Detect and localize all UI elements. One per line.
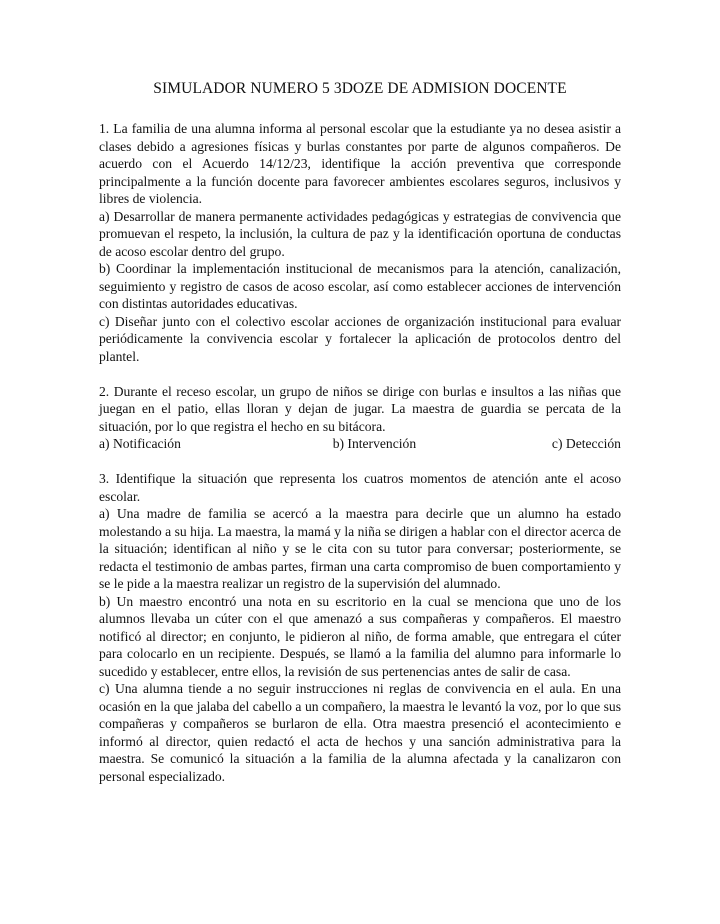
question-1-option-a: a) Desarrollar de manera permanente actividades pedagógicas y estrategias de convivencia que promuevan el respeto, la inclusión, la cultura de paz y la identificación oportuna de conductas de acoso escolar dentro del grupo. [99,208,621,259]
question-3-option-c: c) Una alumna tiende a no seguir instrucciones ni reglas de convivencia en el aula. En una ocasión en la que jalaba del cabello a un compañero, la maestra le levantó la voz, por lo que sus compañeras y compañeros se burlaron de ella. Otra maestra presenció el acontecimiento e informó al director, quien redactó el acta de hechos y una sanción administrativa para la maestra. Se comunicó la situación a la familia de la alumna afectada y la canalizaron con personal especializado. [99,681,621,784]
question-3-option-a: a) Una madre de familia se acercó a la maestra para decirle que un alumno ha estado molestando a su hija. La maestra, la mamá y la niña se dirigen a hablar con el director acerca de la situación; identifican al niño y se le cita con su tutor para conversar; posteriormente, se redacta el testimonio de ambas partes, firman una carta compromiso de buen comportamiento y se le pide a la maestra realizar un registro de la supervisión del alumnado. [99,506,621,591]
document-title: SIMULADOR NUMERO 5 3DOZE DE ADMISION DOCENTE [153,80,567,97]
paragraph-gap [99,365,621,383]
question-2-options [99,435,621,453]
question-1 [99,120,621,365]
question-2-option-b: b) Intervención [332,436,417,451]
question-2 [99,383,621,453]
question-2-option-a: a) Notificación [99,436,181,451]
question-2-stem: 2. Durante el receso escolar, un grupo de niños se dirige con burlas e insultos a las niñas que juegan en el patio, ellas lloran y dejan de jugar. La maestra de guardia se percata de la situación, por lo que registra el hecho en su bitácora. [99,383,621,434]
question-3-stem: 3. Identifique la situación que representa los cuatros momentos de atención ante el acoso escolar. [99,471,621,504]
question-3 [99,470,621,785]
document-body [99,120,621,785]
question-3-option-b: b) Un maestro encontró una nota en su escritorio en la cual se menciona que uno de los alumnos llevaba un cúter con el que amenazó a sus compañeras y compañeros. El maestro notificó al director; en conjunto, le pidieron al niño, de forma amable, que entregara el cúter para colocarlo en un recipiente. Después, se llamó a la familia del alumno para informarle lo sucedido y establecer, entre ellos, la revisión de sus pertenencias antes de salir de casa. [99,593,621,679]
question-2-option-c: c) Detección [551,436,621,451]
question-1-option-c: c) Diseñar junto con el colectivo escolar acciones de organización institucional para evaluar periódicamente la convivencia escolar y fortalecer la aplicación de protocolos dentro del plantel. [99,313,621,364]
paragraph-gap [99,453,621,471]
question-1-stem: 1. La familia de una alumna informa al personal escolar que la estudiante ya no desea asistir a clases debido a agresiones físicas y burlas constantes por parte de algunos compañeros. De acuerdo con el Acuerdo 14/12/23, identifique la acción preventiva que corresponde principalmente a la función docente para favorecer ambientes escolares seguros, inclusivos y libres de violencia. [99,121,621,206]
question-1-option-b: b) Coordinar la implementación institucional de mecanismos para la atención, canalización, seguimiento y registro de casos de acoso escolar, así como establecer acciones de intervención con distintas autoridades educativas. [99,261,621,311]
